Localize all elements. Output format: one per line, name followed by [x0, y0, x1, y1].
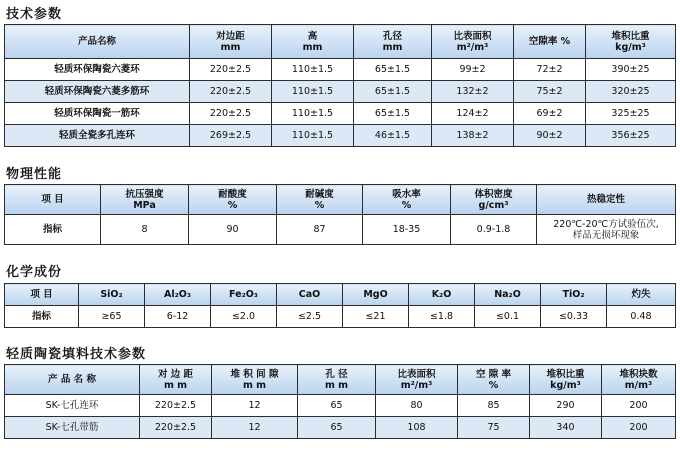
cell: 99±2	[432, 59, 514, 81]
section-title-chemical: 化学成份	[6, 265, 63, 280]
cell: ≤0.33	[541, 306, 607, 328]
cell: 110±1.5	[272, 81, 354, 103]
col-header: 项 目	[5, 185, 101, 215]
col-header: 堆积比重 kg/m³	[586, 25, 676, 59]
cell: 220℃-20℃方试验伍次, 样品无损坏现象	[537, 215, 676, 245]
col-header: 比表面积 m²/m³	[376, 365, 458, 395]
cell: 87	[277, 215, 363, 245]
cell: 0.9-1.8	[451, 215, 537, 245]
cell: 356±25	[586, 125, 676, 147]
cell: 90	[189, 215, 277, 245]
table-row	[5, 103, 676, 125]
cell: ≤0.1	[475, 306, 541, 328]
cell: 110±1.5	[272, 125, 354, 147]
col-header: K₂O	[409, 284, 475, 306]
col-header: Al₂O₃	[145, 284, 211, 306]
col-header: 对 边 距 m m	[140, 365, 212, 395]
col-header: 耐酸度 %	[189, 185, 277, 215]
cell: 138±2	[432, 125, 514, 147]
col-header: 比表面积 m²/m³	[432, 25, 514, 59]
tech-params-table	[4, 24, 676, 147]
table-row	[5, 81, 676, 103]
cell: 80	[376, 395, 458, 417]
cell: 220±2.5	[190, 103, 272, 125]
col-header: 空 隙 率 %	[458, 365, 530, 395]
cell: 65	[298, 395, 376, 417]
cell: 108	[376, 417, 458, 439]
cell: 65±1.5	[354, 59, 432, 81]
cell: 220±2.5	[140, 395, 212, 417]
col-header: CaO	[277, 284, 343, 306]
cell: 220±2.5	[140, 417, 212, 439]
col-header: Fe₂O₃	[211, 284, 277, 306]
cell: 290	[530, 395, 602, 417]
cell: 132±2	[432, 81, 514, 103]
col-header: 吸水率 %	[363, 185, 451, 215]
cell: 65±1.5	[354, 103, 432, 125]
cell: 320±25	[586, 81, 676, 103]
cell: 124±2	[432, 103, 514, 125]
cell: 12	[212, 417, 298, 439]
col-header: 堆积块数 m/m³	[602, 365, 676, 395]
col-header: 堆积比重 kg/m³	[530, 365, 602, 395]
cell: 110±1.5	[272, 59, 354, 81]
col-header: 对边距 mm	[190, 25, 272, 59]
cell: 85	[458, 395, 530, 417]
cell: 指标	[5, 306, 79, 328]
cell: 75	[458, 417, 530, 439]
cell: 65	[298, 417, 376, 439]
cell: 220±2.5	[190, 59, 272, 81]
cell: 269±2.5	[190, 125, 272, 147]
ceramic-packing-table	[4, 364, 676, 439]
col-header: 产 品 名 称	[5, 365, 140, 395]
table-header-row	[5, 25, 676, 59]
cell: 325±25	[586, 103, 676, 125]
table-row	[5, 125, 676, 147]
col-header: 抗压强度 MPa	[101, 185, 189, 215]
col-header: 孔径 mm	[354, 25, 432, 59]
col-header: 体积密度 g/cm³	[451, 185, 537, 215]
table-row	[5, 395, 676, 417]
cell: 6-12	[145, 306, 211, 328]
cell: 220±2.5	[190, 81, 272, 103]
chemical-composition-table	[4, 283, 676, 328]
cell: 12	[212, 395, 298, 417]
cell: 200	[602, 417, 676, 439]
cell: 69±2	[514, 103, 586, 125]
table-row	[5, 306, 676, 328]
cell: SK-七孔连环	[5, 395, 140, 417]
col-header: 耐碱度 %	[277, 185, 363, 215]
col-header: 项 目	[5, 284, 79, 306]
table-header-row	[5, 284, 676, 306]
cell: 340	[530, 417, 602, 439]
col-header: 热稳定性	[537, 185, 676, 215]
cell: 75±2	[514, 81, 586, 103]
cell: ≤2.5	[277, 306, 343, 328]
cell: 390±25	[586, 59, 676, 81]
col-header: TiO₂	[541, 284, 607, 306]
section-title-physical: 物理性能	[6, 167, 63, 182]
cell: 轻质全瓷多孔连环	[5, 125, 190, 147]
cell: 90±2	[514, 125, 586, 147]
cell: 46±1.5	[354, 125, 432, 147]
col-header: Na₂O	[475, 284, 541, 306]
cell: 8	[101, 215, 189, 245]
table-header-row	[5, 365, 676, 395]
section-title-ceramic-packing: 轻质陶瓷填料技术参数	[6, 347, 147, 362]
section-title-tech-params: 技术参数	[6, 7, 63, 22]
col-header: 孔 径 m m	[298, 365, 376, 395]
table-row	[5, 417, 676, 439]
table-row	[5, 59, 676, 81]
cell: 18-35	[363, 215, 451, 245]
cell: 72±2	[514, 59, 586, 81]
col-header: 堆 积 间 隙 m m	[212, 365, 298, 395]
col-header: SiO₂	[79, 284, 145, 306]
cell: 轻质环保陶瓷六菱多筋环	[5, 81, 190, 103]
col-header: 灼失	[607, 284, 676, 306]
cell: 指标	[5, 215, 101, 245]
cell: ≤1.8	[409, 306, 475, 328]
cell: ≥65	[79, 306, 145, 328]
physical-properties-table	[4, 184, 676, 245]
table-row	[5, 215, 676, 245]
cell: 0.48	[607, 306, 676, 328]
cell: ≤2.0	[211, 306, 277, 328]
col-header: 空隙率 %	[514, 25, 586, 59]
cell: 200	[602, 395, 676, 417]
table-header-row	[5, 185, 676, 215]
col-header: 高 mm	[272, 25, 354, 59]
cell: SK-七孔带筋	[5, 417, 140, 439]
cell: 轻质环保陶瓷一筋环	[5, 103, 190, 125]
cell: 65±1.5	[354, 81, 432, 103]
cell: 110±1.5	[272, 103, 354, 125]
cell: 轻质环保陶瓷六菱环	[5, 59, 190, 81]
col-header: 产品名称	[5, 25, 190, 59]
cell: ≤21	[343, 306, 409, 328]
col-header: MgO	[343, 284, 409, 306]
